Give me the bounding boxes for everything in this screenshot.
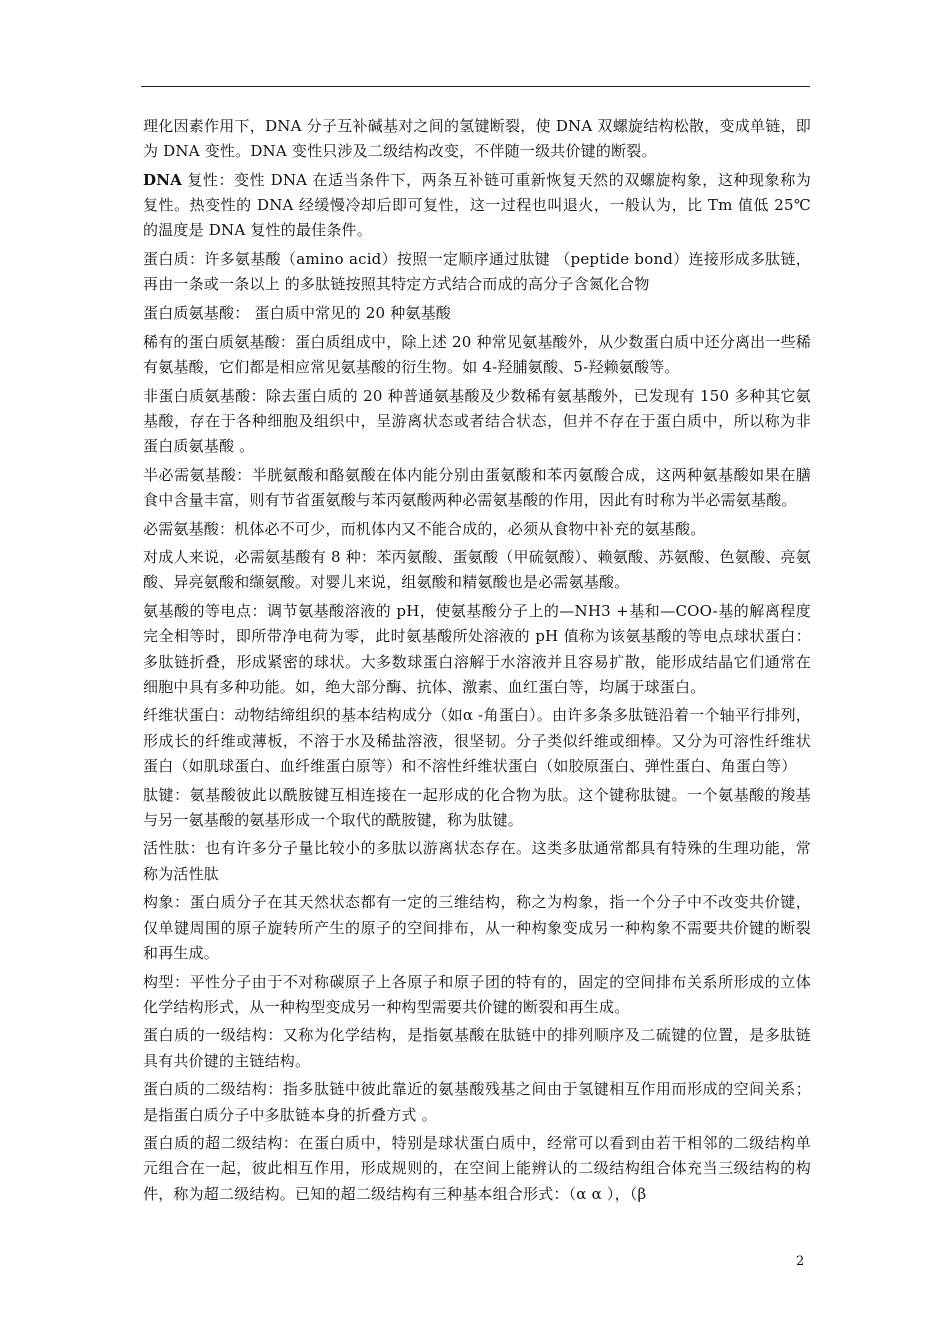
paragraph: 活性肽：也有许多分子量比较小的多肽以游离状态存在。这类多肽通常都具有特殊的生理功能，常称为活性肽: [143, 839, 811, 883]
paragraph: 蛋白质的一级结构：又称为化学结构，是指氨基酸在肽链中的排列顺序及二硫键的位置，是多肽链具有共价键的主链结构。: [143, 1026, 811, 1070]
paragraph: 半必需氨基酸：半胱氨酸和酪氨酸在体内能分别由蛋氨酸和苯丙氨酸合成，这两种氨基酸如果在膳食中含量丰富，则有节省蛋氨酸与苯丙氨酸两种必需氨基酸的作用，因此有时称为半必需氨基酸。: [143, 465, 811, 509]
paragraph: 蛋白质的超二级结构：在蛋白质中，特别是球状蛋白质中，经常可以看到由若干相邻的二级结构单元组合在一起，彼此相互作用，形成规则的，在空间上能辨认的二级结构组合体充当三级结构的构件，称为超二级结构。已知的超二级结构有三种基本组合形式：（α α ），（β: [143, 1134, 811, 1203]
header-rule: [141, 86, 810, 87]
bold-term: DNA: [143, 170, 182, 189]
document-body: [143, 114, 811, 1210]
paragraph: 构型：平性分子由于不对称碳原子上各原子和原子团的特有的，固定的空间排布关系所形成的立体化学结构形式，从一种构型变成另一种构型需要共价键的断裂和再生成。: [143, 972, 811, 1016]
paragraph: 蛋白质的二级结构：指多肽链中彼此靠近的氨基酸残基之间由于氢键相互作用而形成的空间关系；是指蛋白质分子中多肽链本身的折叠方式 。: [143, 1080, 811, 1124]
paragraph: 对成人来说，必需氨基酸有 8 种：苯丙氨酸、蛋氨酸（甲硫氨酸）、赖氨酸、苏氨酸、色氨酸、亮氨酸、异亮氨酸和缬氨酸。对婴儿来说，组氨酸和精氨酸也是必需氨基酸。: [143, 548, 811, 592]
paragraph: 蛋白质：许多氨基酸（amino acid）按照一定顺序通过肽键 （peptide bond）连接形成多肽链，再由一条或一条以上 的多肽链按照其特定方式结合而成的高分子含氮化合物: [143, 250, 811, 294]
paragraph: 肽键：氨基酸彼此以酰胺键互相连接在一起形成的化合物为肽。这个键称肽键。一个氨基酸的羧基与另一氨基酸的氨基形成一个取代的酰胺键，称为肽键。: [143, 785, 811, 829]
paragraph: 必需氨基酸：机体必不可少，而机体内又不能合成的，必须从食物中补充的氨基酸。: [143, 519, 706, 538]
paragraph: 构象：蛋白质分子在其天然状态都有一定的三维结构，称之为构象，指一个分子中不改变共价键，仅单键周围的原子旋转所产生的原子的空间排布，从一种构象变成另一种构象不需要共价键的断裂和再生成。: [143, 893, 811, 962]
paragraph: 纤维状蛋白：动物结缔组织的基本结构成分（如α -角蛋白）。由许多条多肽链沿着一个轴平行排列，形成长的纤维或薄板，不溶于水及稀盐溶液，很坚韧。分子类似纤维或细棒。又分为可溶性纤维状蛋白（如肌球蛋白、血纤维蛋白原等）和不溶性纤维状蛋白（如胶原蛋白、弹性蛋白、角蛋白等）: [143, 706, 811, 775]
paragraph: 非蛋白质氨基酸：除去蛋白质的 20 种普通氨基酸及少数稀有氨基酸外，已发现有 150 多种其它氨基酸，存在于各种细胞及组织中，呈游离状态或者结合状态，但并不存在于蛋白质中，所以称为非蛋白质氨基酸 。: [143, 386, 811, 455]
paragraph: 氨基酸的等电点：调节氨基酸溶液的 pH，使氨基酸分子上的—NH3 +基和—COO-基的解离程度完全相等时，即所带净电荷为零，此时氨基酸所处溶液的 pH 值称为该氨基酸的等电点球状蛋白：多肽链折叠，形成紧密的球状。大多数球蛋白溶解于水溶液并且容易扩散，能形成结晶它们通常在细胞中具有多种功能。如，绝大部分酶、抗体、激素、血红蛋白等，均属于球蛋白。: [143, 602, 811, 696]
paragraph: 理化因素作用下，DNA 分子互补碱基对之间的氢键断裂，使 DNA 双螺旋结构松散，变成单链，即为 DNA 变性。DNA 变性只涉及二级结构改变，不伴随一级共价键的断裂。: [143, 117, 811, 161]
paragraph: 蛋白质氨基酸： 蛋白质中常见的 20 种氨基酸: [143, 303, 451, 322]
paragraph: DNA 复性：变性 DNA 在适当条件下，两条互补链可重新恢复天然的双螺旋构象，这种现象称为复性。热变性的 DNA 经缓慢冷却后即可复性，这一过程也叫退火，一般认为，比 Tm 值低 25℃的温度是 DNA 复性的最佳条件。: [143, 170, 811, 240]
paragraph: 稀有的蛋白质氨基酸：蛋白质组成中，除上述 20 种常见氨基酸外，从少数蛋白质中还分离出一些稀有氨基酸，它们都是相应常见氨基酸的衍生物。如 4-羟脯氨酸、5-羟赖氨酸等。: [143, 332, 811, 376]
page-number: 2: [796, 1254, 805, 1269]
